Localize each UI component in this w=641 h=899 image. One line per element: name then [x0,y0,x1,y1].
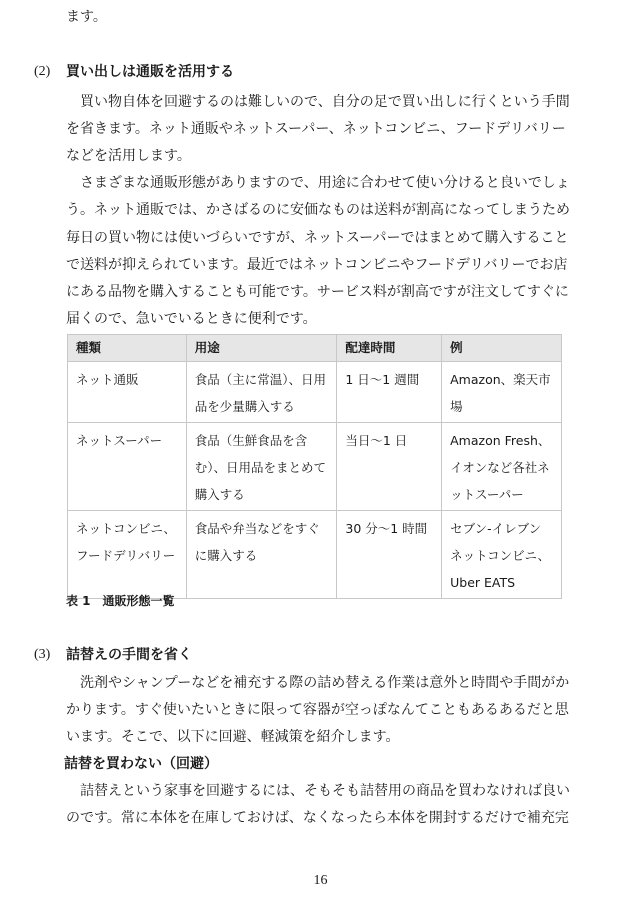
table-caption: 表 1 通販形態一覧 [66,594,175,608]
mail-order-table [67,334,562,599]
section-heading: 買い出しは通販を活用する [66,64,234,80]
column-header: 配達時間 [337,335,442,362]
paragraph-line: ます。 [66,9,107,25]
table-cell: Amazon Fresh、イオンなど各社ネットスーパー [442,423,562,511]
table-cell: 30 分～1 時間 [337,511,442,599]
table-cell: 食品（生鮮食品を含む）、日用品をまとめて購入する [186,423,337,511]
paragraph-line: う。ネット通販では、かさばるのに安価なものは送料が割高になってしまうため [66,202,570,219]
paragraph-line: にある品物を購入することも可能です。サービス料が割高ですが注文してすぐに [66,283,569,300]
table-cell: 1 日～1 週間 [337,362,442,423]
table-row [68,362,562,423]
section-number: (3) [34,647,51,662]
table-row [68,511,562,599]
paragraph-line: 買い物自体を回避するのは難しいので、自分の足で買い出しに行くという手間 [66,94,570,110]
table-cell: Amazon、楽天市場 [442,362,562,423]
section-heading: 詰替えの手間を省く [66,647,192,663]
subheading: 詰替を買わない（回避） [64,756,218,772]
paragraph-line: 届くので、急いでいるときに便利です。 [66,310,317,327]
column-header: 用途 [186,335,337,362]
paragraph-line: 洗剤やシャンプーなどを補充する際の詰め替える作業は意外と時間や手間がか [66,675,570,691]
table-cell: 当日～1 日 [337,423,442,511]
page-number: 16 [313,873,328,888]
paragraph-line: かります。すぐ使いたいときに限って容器が空っぽなんてこともあるあるだと思 [66,702,569,718]
table-cell: 食品や弁当などをすぐに購入する [186,511,337,599]
column-header: 例 [442,335,562,362]
table-cell: 食品（主に常温）、日用品を少量購入する [186,362,337,423]
paragraph-line: などを活用します。 [66,148,191,165]
paragraph-line: で送料が抑えられています。最近ではネットコンビニやフードデリバリーでお店 [66,256,568,273]
table-row [68,423,562,511]
section-number: (2) [34,64,51,79]
paragraph-line: 毎日の買い物には使いづらいですが、ネットスーパーではまとめて購入すること [66,229,569,246]
paragraph-line: さまざまな通販形態がありますので、用途に合わせて使い分けると良いでしょ [66,175,570,192]
table-cell: ネットコンビニ、フードデリバリー [68,511,187,599]
paragraph-line: を省きます。ネット通販やネットスーパー、ネットコンビニ、フードデリバリー [66,121,566,138]
paragraph-line: 詰替えという家事を回避するには、そもそも詰替用の商品を買わなければ良い [66,783,570,799]
paragraph-line: のです。常に本体を在庫しておけば、なくなったら本体を開封するだけで補充完 [66,810,569,826]
table-cell: ネット通販 [68,362,187,423]
table-cell: セブン-イレブンネットコンビニ、Uber EATS [442,511,562,599]
table-header-row [68,335,562,362]
table-cell: ネットスーパー [68,423,187,511]
paragraph-line: います。そこで、以下に回避、軽減策を紹介します。 [66,729,400,745]
column-header: 種類 [68,335,187,362]
